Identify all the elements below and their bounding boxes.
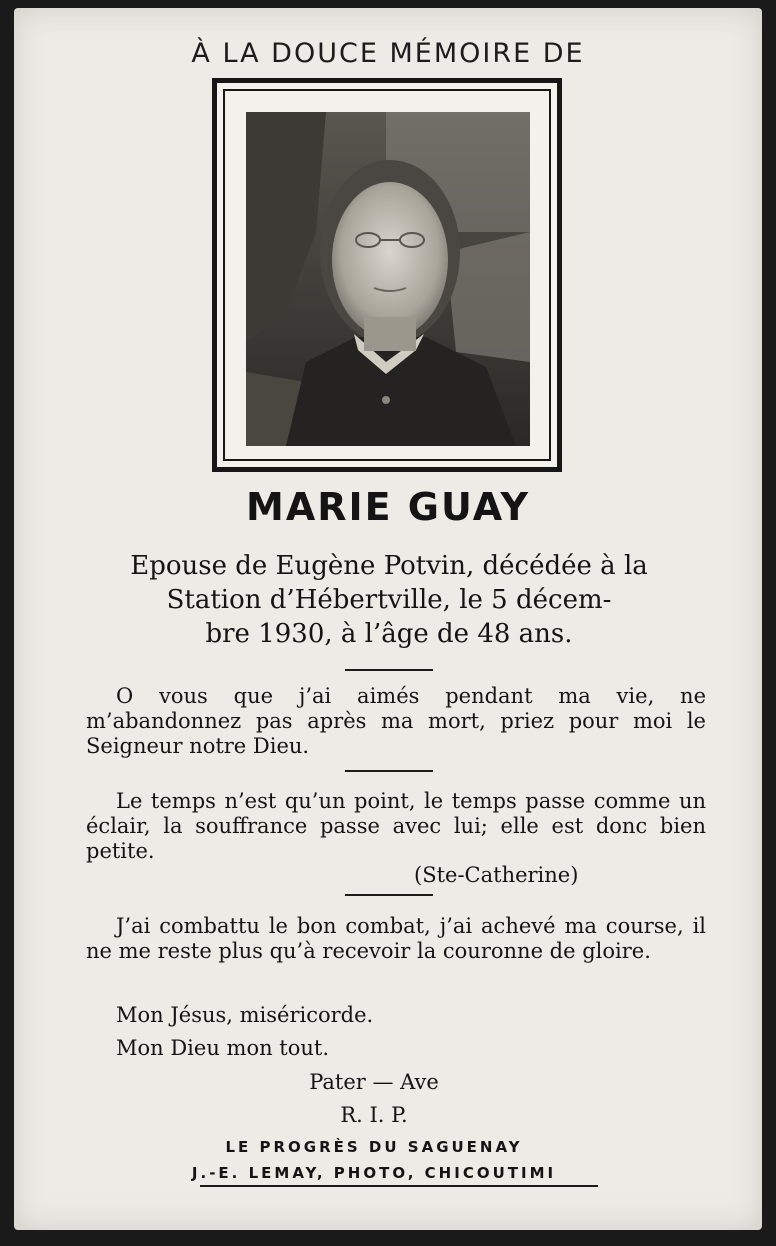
prayer-1-text: O vous que j’ai aimés pendant ma vie, ne m’abandonnez pas après ma mort, priez pour moi le Seigneur notre Dieu.: [86, 684, 706, 758]
intro-line: Station d’Hébertville, le 5 décem-: [166, 585, 612, 615]
bottom-rule: [200, 1185, 598, 1187]
intro-line: bre 1930, à l’âge de 48 ans.: [205, 619, 573, 649]
portrait-photo: [246, 112, 530, 446]
rip: R. I. P.: [340, 1103, 408, 1127]
portrait-illustration: [246, 112, 530, 446]
memorial-card: [14, 8, 762, 1230]
photographer-credit: J.-E. LEMAY, PHOTO, CHICOUTIMI: [191, 1164, 557, 1182]
divider: [345, 669, 433, 671]
printer-name: LE PROGRÈS DU SAGUENAY: [225, 1138, 523, 1156]
invocation-2: Mon Dieu mon tout.: [116, 1036, 330, 1060]
intro-text: [74, 549, 704, 651]
prayer-3-text: J’ai combattu le bon combat, j’ai achevé ma course, il ne me reste plus qu’à recevoir la couronne de gloire.: [86, 914, 706, 963]
prayer-3: [86, 914, 706, 964]
card-heading: À LA DOUCE MÉMOIRE DE: [191, 38, 585, 69]
divider: [345, 770, 433, 772]
deceased-name: MARIE GUAY: [246, 485, 530, 529]
divider: [345, 894, 433, 896]
invocation-1: Mon Jésus, miséricorde.: [116, 1003, 374, 1027]
prayer-2-attribution: (Ste-Catherine): [414, 863, 579, 887]
intro-line: Epouse de Eugène Potvin, décédée à la: [130, 551, 648, 581]
prayer-2: [86, 789, 706, 864]
prayer-1: [86, 684, 706, 759]
pater-ave: Pater — Ave: [309, 1070, 439, 1094]
prayer-2-text: Le temps n’est qu’un point, le temps passe comme un éclair, la souffrance passe avec lui; elle est donc bien petite.: [86, 789, 706, 863]
